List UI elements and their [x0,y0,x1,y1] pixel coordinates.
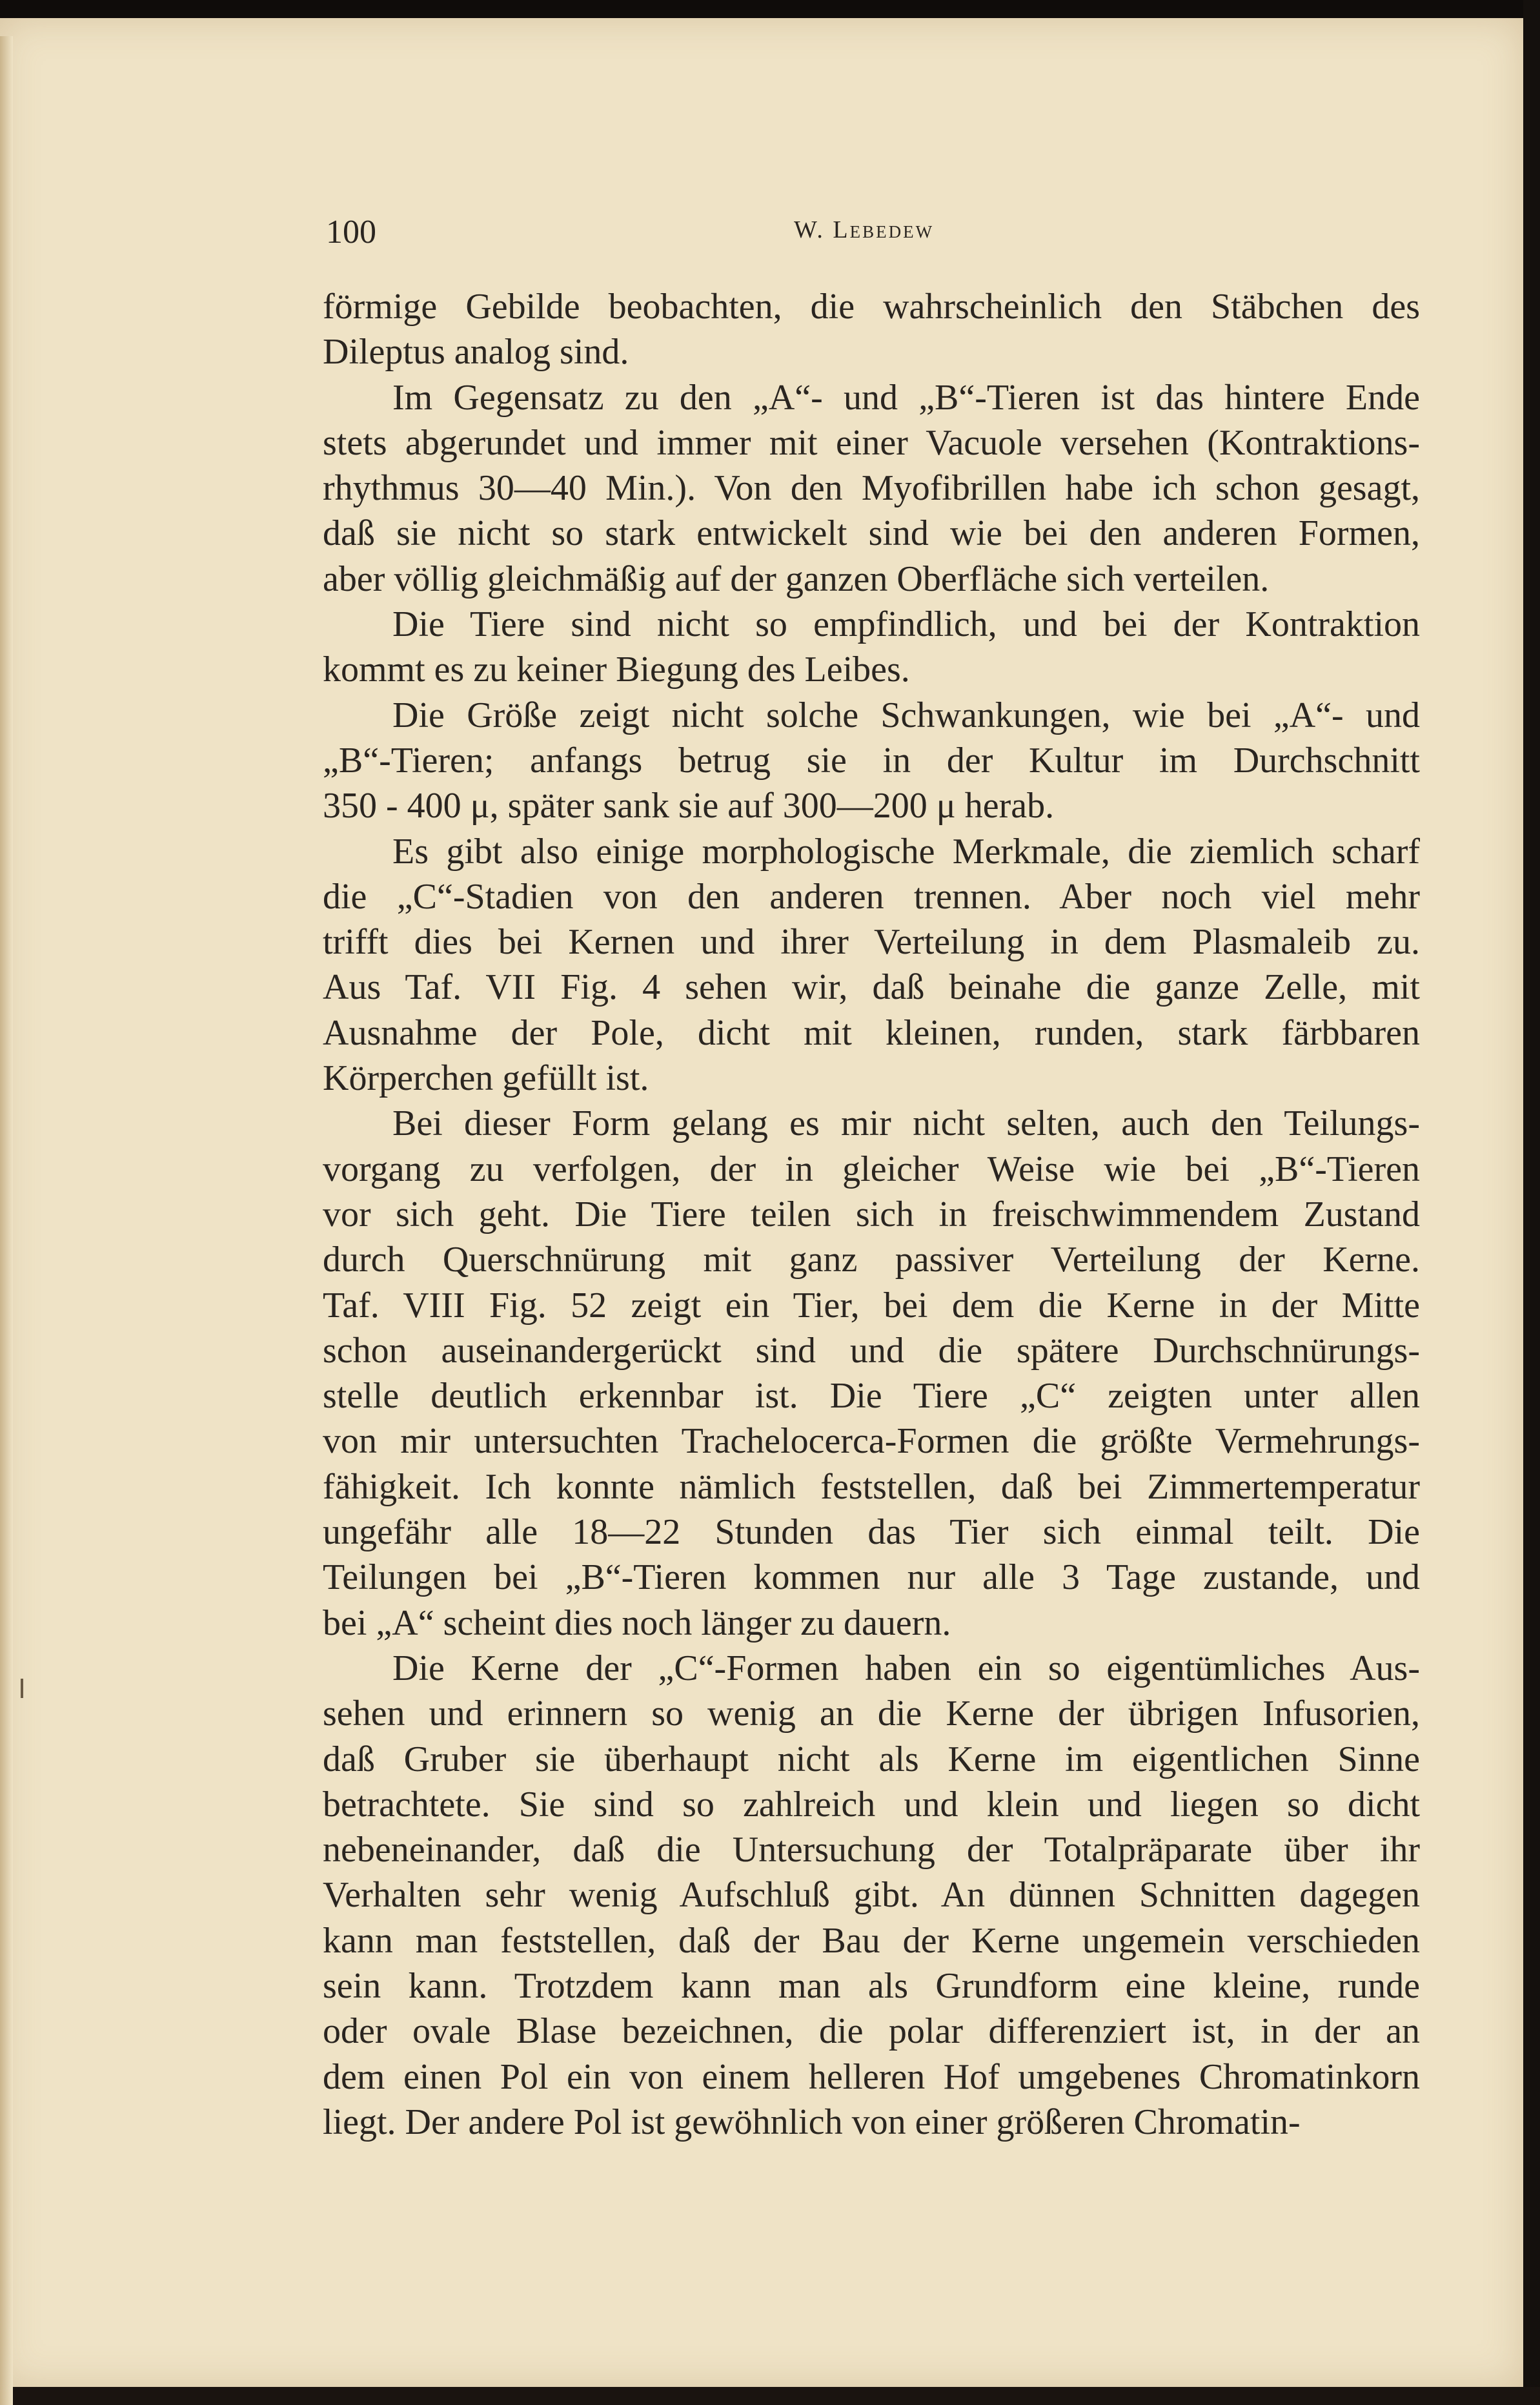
text-line: Die Kerne der „C“-Formen haben ein so eigentümliches Aus- [392,1648,1420,1688]
text-line: bei „A“ scheint dies noch länger zu dauern. [323,1602,951,1643]
paragraph [323,1101,1420,1646]
text-line: durch Querschnürung mit ganz passiver Verteilung der Kerne. [323,1240,1420,1280]
text-line: kommt es zu keiner Biegung des Leibes. [323,650,910,690]
text-line: von mir untersuchten Trachelocerca-Formen die größte Vermehrungs- [323,1421,1420,1462]
text-line: fähigkeit. Ich konnte nämlich feststellen, daß bei Zimmertemperatur [323,1466,1420,1507]
text-line: daß Gruber sie überhaupt nicht als Kerne im eigentlichen Sinne [323,1739,1420,1779]
text-line: die „C“-Stadien von den anderen trennen. Aber noch viel mehr [323,876,1420,917]
paragraph [323,284,1420,375]
text-line: „B“-Tieren; anfangs betrug sie in der Kultur im Durchschnitt [323,740,1420,781]
text-line: stelle deutlich erkennbar ist. Die Tiere „C“ zeigten unter allen [323,1376,1420,1417]
text-line: betrachtete. Sie sind so zahlreich und klein und liegen so dicht [323,1784,1420,1825]
text-line: förmige Gebilde beobachten, die wahrscheinlich den Stäbchen des [323,287,1420,327]
text-line: nebeneinander, daß die Untersuchung der Totalpräparate über ihr [323,1830,1420,1870]
text-line: vorgang zu verfolgen, der in gleicher Weise wie bei „B“-Tieren [323,1149,1420,1189]
text-line: sein kann. Trotzdem kann man als Grundform eine kleine, runde [323,1965,1420,2006]
text-line: aber völlig gleichmäßig auf der ganzen Oberfläche sich verteilen. [323,558,1270,599]
running-head-author: W. Lebedew [794,216,935,243]
text-line: Dileptus analog sind. [323,332,629,373]
text-line: Die Größe zeigt nicht solche Schwankungen, wie bei „A“- und [392,695,1420,735]
text-line: vor sich geht. Die Tiere teilen sich in freischwimmendem Zustand [323,1194,1420,1234]
text-line: Taf. VIII Fig. 52 zeigt ein Tier, bei dem die Kerne in der Mitte [323,1285,1420,1325]
text-line: ungefähr alle 18—22 Stunden das Tier sich einmal teilt. Die [323,1512,1420,1553]
margin-mark [21,1679,23,1698]
paragraph [323,829,1420,1101]
text-line: Verhalten sehr wenig Aufschluß gibt. An dünnen Schnitten dagegen [323,1875,1420,1916]
text-line: Die Tiere sind nicht so empfindlich, und bei der Kontraktion [392,604,1420,645]
text-line: trifft dies bei Kernen und ihrer Verteilung in dem Plasmaleib zu. [323,922,1420,963]
text-line: dem einen Pol ein von einem helleren Hof umgebenes Chromatinkorn [323,2056,1420,2097]
text-line: kann man feststellen, daß der Bau der Kerne ungemein verschieden [323,1920,1420,1961]
page-gutter-shadow [0,36,13,2405]
page-number: 100 [326,214,376,251]
text-line: rhythmus 30—40 Min.). Von den Myofibrillen habe ich schon gesagt, [323,468,1420,509]
text-line: Es gibt also einige morphologische Merkmale, die ziemlich scharf [392,831,1420,872]
text-line: Körperchen gefüllt ist. [323,1058,649,1099]
text-line: Ausnahme der Pole, dicht mit kleinen, runden, stark färbbaren [323,1012,1420,1053]
text-line: Aus Taf. VII Fig. 4 sehen wir, daß beinahe die ganze Zelle, mit [323,967,1420,1008]
page-header [326,213,1423,258]
text-line: Teilungen bei „B“-Tieren kommen nur alle 3 Tage zustande, und [323,1557,1420,1598]
paragraph [323,1646,1420,2145]
scan-right-border [1523,0,1540,2387]
paragraph [323,602,1420,693]
text-line: daß sie nicht so stark entwickelt sind wie bei den anderen Formen, [323,513,1420,554]
body-text [323,284,1420,2145]
scan-top-border [0,0,1540,18]
text-line: Bei dieser Form gelang es mir nicht selten, auch den Teilungs- [392,1103,1420,1144]
text-line: oder ovale Blase bezeichnen, die polar differenziert ist, in der an [323,2011,1420,2052]
text-line: stets abgerundet und immer mit einer Vacuole versehen (Kontraktions- [323,422,1420,463]
paragraph [323,693,1420,829]
text-line: 350 - 400 μ, später sank sie auf 300—200 μ herab. [323,786,1055,826]
text-line: Im Gegensatz zu den „A“- und „B“-Tieren ist das hintere Ende [392,377,1420,418]
text-line: schon auseinandergerückt sind und die spätere Durchschnürungs- [323,1330,1420,1371]
text-line: liegt. Der andere Pol ist gewöhnlich von einer größeren Chromatin- [323,2102,1301,2142]
paragraph [323,375,1420,602]
text-line: sehen und erinnern so wenig an die Kerne der übrigen Infusorien, [323,1694,1420,1734]
